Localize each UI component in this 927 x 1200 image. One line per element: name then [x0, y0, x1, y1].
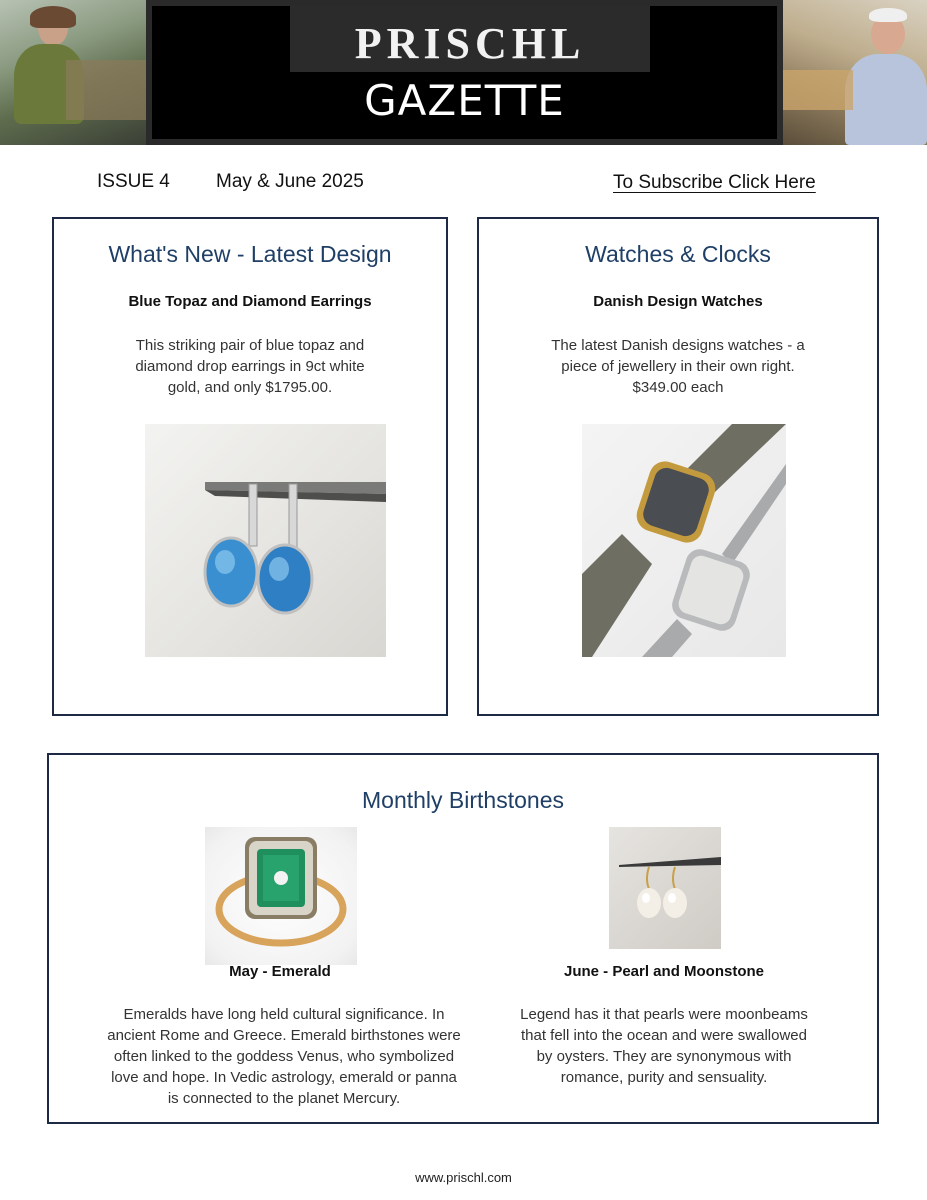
pearl-earrings-image [609, 827, 721, 949]
header-photo-jeweller-man [783, 0, 927, 145]
footer-website-link[interactable]: www.prischl.com [415, 1170, 512, 1185]
emerald-ring-image [205, 827, 357, 965]
watches-box [477, 217, 879, 716]
issue-number: ISSUE 4 [97, 171, 170, 192]
logo-box [290, 6, 650, 72]
gazette-title: GAZETTE [364, 76, 565, 125]
whats-new-description: This striking pair of blue topaz and diamond drop earrings in 9ct white gold, and only $1795.00. [135, 337, 365, 396]
subscribe-link[interactable]: To Subscribe Click Here [613, 172, 816, 193]
watches-subtitle: Danish Design Watches [593, 293, 763, 310]
logo-text: PRISCHL [354, 19, 586, 68]
watches-description: The latest Danish designs watches - a piece of jewellery in their own right. $349.00 each [551, 337, 805, 396]
header-photo-jeweller-woman [0, 0, 146, 145]
watches-title: Watches & Clocks [585, 241, 771, 267]
birthstones-title: Monthly Birthstones [362, 787, 564, 813]
header-banner [146, 0, 783, 145]
watches-image [582, 424, 786, 657]
whats-new-title: What's New - Latest Design [108, 241, 392, 267]
birthstones-box [47, 753, 879, 1124]
whats-new-box [52, 217, 448, 716]
whats-new-subtitle: Blue Topaz and Diamond Earrings [128, 293, 372, 310]
may-description: Emeralds have long held cultural significance. In ancient Rome and Greece. Emerald birthstones were often linked to the goddess Venus, who symbolized love and hope. In Vedic astrology, emerald or panna is connected to the planet Mercury. [107, 1006, 461, 1107]
earrings-image [145, 424, 386, 657]
may-subtitle: May - Emerald [229, 963, 331, 980]
june-subtitle: June - Pearl and Moonstone [563, 963, 765, 980]
june-description: Legend has it that pearls were moonbeams that fell into the ocean and were swallowed by oysters. They are synonymous with romance, purity and sensuality. [520, 1006, 808, 1086]
header [0, 0, 927, 145]
issue-date: May & June 2025 [216, 171, 364, 192]
